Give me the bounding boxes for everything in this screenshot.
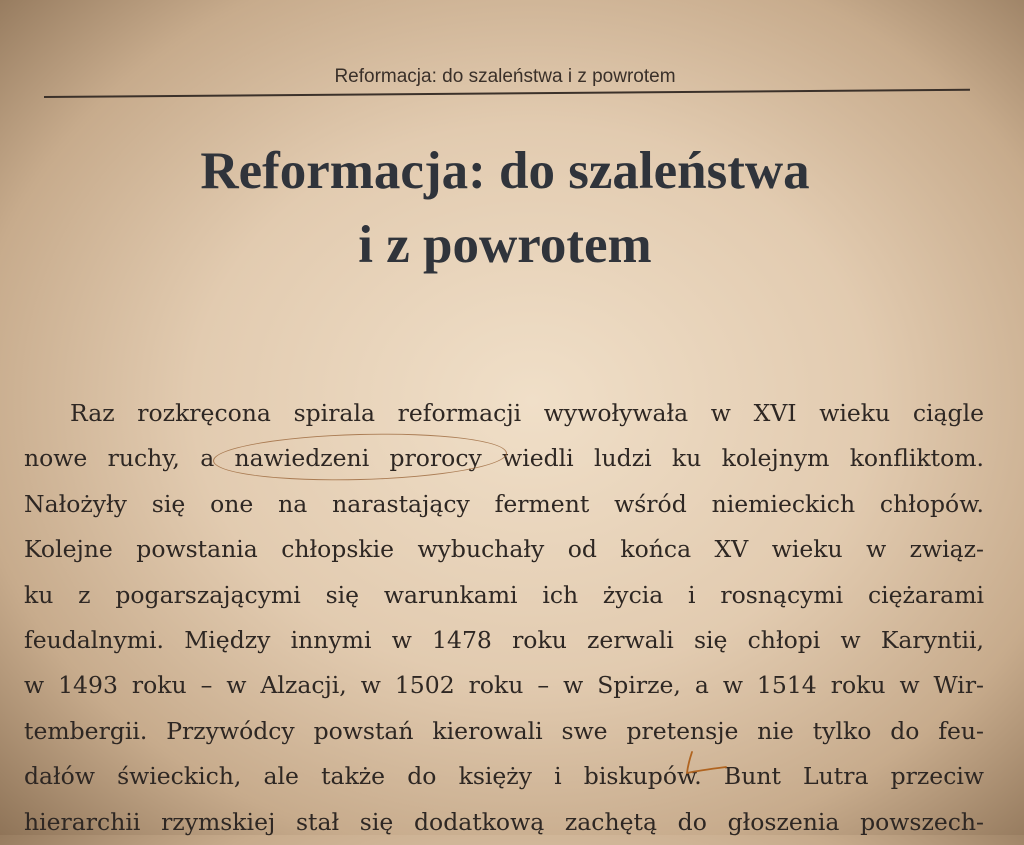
body-line: dałów świeckich, ale także do księży i biskupów. Bunt Lutra przeciw <box>24 762 984 791</box>
chapter-title-line: i z powrotem <box>358 216 652 274</box>
running-head: Reformacja: do szaleństwa i z powrotem <box>334 66 676 87</box>
body-line: hierarchii rzymskiej stał się dodatkową zachętą do głoszenia powszech- <box>24 807 984 836</box>
body-line: nowe ruchy, a nawiedzeni prorocy wiedli ludzi ku kolejnym konfliktom. <box>24 444 984 473</box>
body-line: Kolejne powstania chłopskie wybuchały od końca XV wieku w związ- <box>24 535 984 564</box>
body-text <box>24 391 984 845</box>
body-line: Raz rozkręcona spirala reformacji wywoływała w XVI wieku ciągle <box>70 399 984 427</box>
chapter-title-line: Reformacja: do szaleństwa <box>200 142 810 200</box>
body-line: feudalnymi. Między innymi w 1478 roku zerwali się chłopi w Karyntii, <box>24 625 984 654</box>
chapter-title <box>0 134 1010 282</box>
body-line: w 1493 roku – w Alzacji, w 1502 roku – w Spirze, a w 1514 roku w Wir- <box>24 671 984 700</box>
body-line: tembergii. Przywódcy powstań kierowali swe pretensje nie tylko do feu- <box>24 716 984 745</box>
header-rule <box>44 89 970 98</box>
body-line: Nałożyły się one na narastający ferment wśród niemieckich chłopów. <box>24 489 984 518</box>
body-line: ku z pogarszającymi się warunkami ich życia i rosnącymi ciężarami <box>24 580 984 609</box>
